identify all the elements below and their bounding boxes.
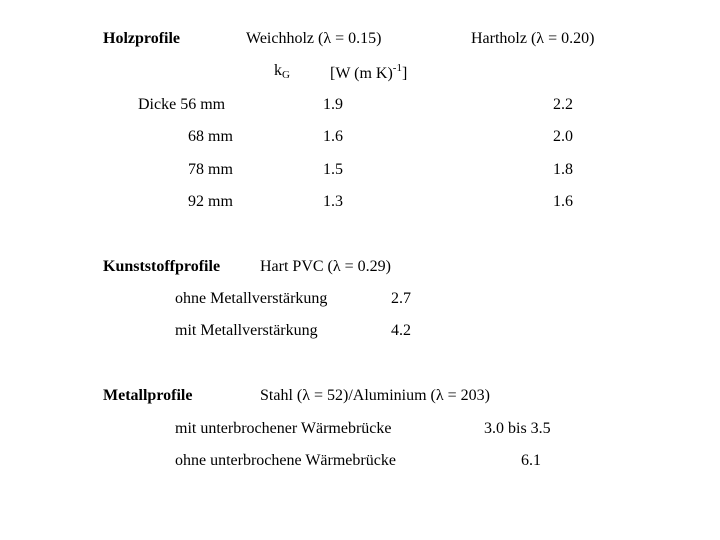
holz-row-dicke: 78 mm bbox=[188, 161, 233, 178]
holz-row-hart: 1.8 bbox=[553, 161, 573, 178]
kunststoff-row-label: mit Metallverstärkung bbox=[175, 322, 318, 339]
kunststoff-material: Hart PVC (λ = 0.29) bbox=[260, 258, 391, 275]
hartholz-header: Hartholz (λ = 0.20) bbox=[471, 30, 595, 47]
holz-row-dicke: 68 mm bbox=[188, 128, 233, 145]
holz-row-weich: 1.5 bbox=[323, 161, 343, 178]
unit-close: ] bbox=[401, 65, 408, 82]
unit-exponent: -1 bbox=[392, 62, 402, 74]
metall-row-label: ohne unterbrochene Wärmebrücke bbox=[175, 452, 396, 469]
unit-symbol-k: k bbox=[274, 62, 282, 79]
holz-row-hart: 1.6 bbox=[553, 193, 573, 210]
weichholz-header: Weichholz (λ = 0.15) bbox=[246, 30, 382, 47]
holz-row-weich: 1.6 bbox=[323, 128, 343, 145]
kunststoff-row-value: 4.2 bbox=[391, 322, 411, 339]
holzprofile-heading: Holzprofile bbox=[103, 30, 181, 47]
kunststoff-row-label: ohne Metallverstärkung bbox=[175, 290, 328, 307]
holz-row-weich: 1.3 bbox=[323, 193, 343, 210]
metall-material: Stahl (λ = 52)/Aluminium (λ = 203) bbox=[260, 387, 490, 404]
holz-row-dicke: 92 mm bbox=[188, 193, 233, 210]
holz-row-hart: 2.0 bbox=[553, 128, 573, 145]
unit-symbol-subscript: G bbox=[282, 69, 290, 81]
unit-main: [W (m K) bbox=[330, 65, 393, 82]
holz-row-weich: 1.9 bbox=[323, 96, 343, 113]
metall-row-value: 3.0 bis 3.5 bbox=[484, 420, 551, 437]
metall-row-label: mit unterbrochener Wärmebrücke bbox=[175, 420, 392, 437]
kunststoffprofile-heading: Kunststoffprofile bbox=[103, 258, 221, 275]
metallprofile-heading: Metallprofile bbox=[103, 387, 193, 404]
metall-row-value: 6.1 bbox=[521, 452, 541, 469]
kunststoff-row-value: 2.7 bbox=[391, 290, 411, 307]
holz-row-dicke: Dicke 56 mm bbox=[138, 96, 226, 113]
holz-row-hart: 2.2 bbox=[553, 96, 573, 113]
unit-symbol bbox=[274, 63, 290, 81]
unit-label bbox=[330, 63, 407, 82]
